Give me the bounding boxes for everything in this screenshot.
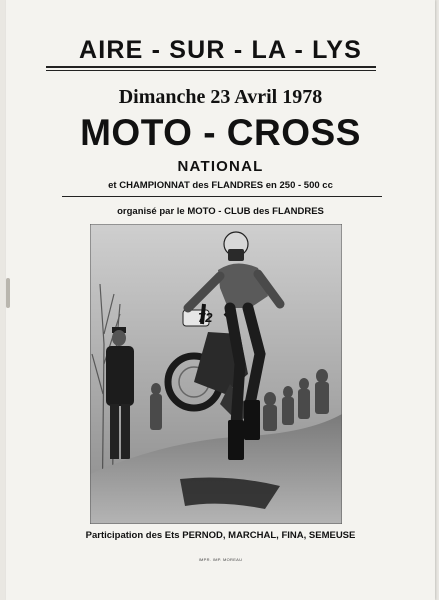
event-title: MOTO - CROSS bbox=[80, 112, 361, 153]
event-level: NATIONAL bbox=[177, 158, 264, 175]
title-rule bbox=[46, 66, 376, 68]
rider-photo bbox=[90, 224, 342, 524]
rider-number: 72 bbox=[198, 310, 213, 325]
title-rule-thin bbox=[46, 70, 376, 71]
programme-page bbox=[6, 0, 435, 600]
motocross-photo-illustration bbox=[90, 224, 342, 524]
printer-imprint: IMPR. IMP. MOREAU bbox=[198, 557, 243, 562]
organizer-line: organisé par le MOTO - CLUB des FLANDRES bbox=[117, 206, 324, 217]
event-date: Dimanche 23 Avril 1978 bbox=[118, 86, 323, 108]
sponsors-line: Participation des Ets PERNOD, MARCHAL, FINA, SEMEUSE bbox=[85, 530, 356, 541]
section-rule bbox=[62, 196, 382, 197]
binding-punch-mark bbox=[6, 278, 10, 308]
championship-line: et CHAMPIONNAT des FLANDRES en 250 - 500 cc bbox=[108, 180, 333, 191]
town-title: AIRE - SUR - LA - LYS bbox=[78, 36, 363, 64]
